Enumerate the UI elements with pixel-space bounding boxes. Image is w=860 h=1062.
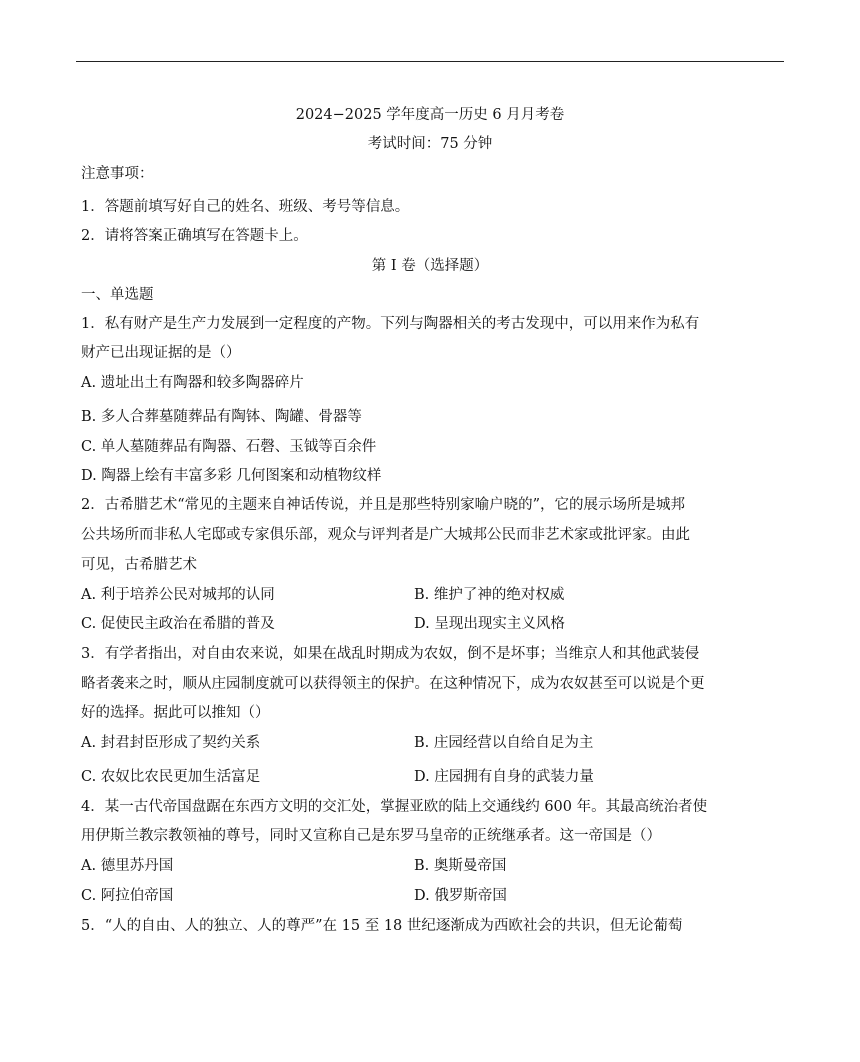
option-a: A. 德里苏丹国 xyxy=(81,858,174,874)
option-c: C. 促使民主政治在希腊的普及 xyxy=(81,616,275,632)
option-a: A. 利于培养公民对城邦的认同 xyxy=(81,587,275,603)
question-stem-line: 公共场所而非私人宅邸或专家俱乐部，观众与评判者是广大城邦公民而非艺术家或批评家。由此 xyxy=(81,527,690,543)
question-stem-line: 可见，古希腊艺术 xyxy=(81,557,197,573)
question-stem-line: 略者袭来之时，顺从庄园制度就可以获得领主的保护。在这种情况下，成为农奴甚至可以说是个更 xyxy=(81,676,705,692)
option-a: A. 遗址出土有陶器和较多陶器碎片 xyxy=(81,375,304,391)
option-d: D. 俄罗斯帝国 xyxy=(414,888,507,904)
question-stem-line: 3．有学者指出，对自由农来说，如果在战乱时期成为农奴，倒不是坏事；当维京人和其他武装侵 xyxy=(81,646,700,662)
option-a: A. 封君封臣形成了契约关系 xyxy=(81,735,261,751)
option-b: B. 奥斯曼帝国 xyxy=(414,858,507,874)
question-stem-line: 好的选择。据此可以推知（） xyxy=(81,705,270,721)
option-b: B. 多人合葬墓随葬品有陶钵、陶罐、骨器等 xyxy=(81,409,362,425)
header-rule xyxy=(76,61,784,62)
section-title: 第 I 卷（选择题） xyxy=(371,258,489,274)
notes-item: 1．答题前填写好自己的姓名、班级、考号等信息。 xyxy=(81,199,410,215)
question-stem-line: 5．“人的自由、人的独立、人的尊严”在 15 至 18 世纪逐渐成为西欧社会的共识，但无论葡萄 xyxy=(81,918,683,934)
exam-time: 考试时间：75 分钟 xyxy=(367,136,493,152)
option-c: C. 阿拉伯帝国 xyxy=(81,888,174,904)
option-c: C. 农奴比农民更加生活富足 xyxy=(81,769,261,785)
option-b: B. 维护了神的绝对权威 xyxy=(414,587,565,603)
question-stem-line: 4．某一古代帝国盘踞在东西方文明的交汇处，掌握亚欧的陆上交通线约 600 年。其最高统治者使 xyxy=(81,799,708,815)
option-d: D. 呈现出现实主义风格 xyxy=(414,616,565,632)
question-stem-line: 1．私有财产是生产力发展到一定程度的产物。下列与陶器相关的考古发现中，可以用来作为私有 xyxy=(81,316,700,332)
option-d: D. 庄园拥有自身的武装力量 xyxy=(414,769,594,785)
notes-heading: 注意事项： xyxy=(81,166,154,182)
question-stem-line: 财产已出现证据的是（） xyxy=(81,345,241,361)
option-c: C. 单人墓随葬品有陶器、石磬、玉钺等百余件 xyxy=(81,439,377,455)
notes-item: 2．请将答案正确填写在答题卡上。 xyxy=(81,228,308,244)
option-d: D. 陶器上绘有丰富多彩 几何图案和动植物纹样 xyxy=(81,468,382,484)
question-stem-line: 用伊斯兰教宗教领袖的尊号，同时又宣称自己是东罗马皇帝的正统继承者。这一帝国是（） xyxy=(81,828,661,844)
part-heading: 一、单选题 xyxy=(81,287,154,303)
question-stem-line: 2．古希腊艺术“常见的主题来自神话传说，并且是那些特别家喻户晓的”，它的展示场所是城邦 xyxy=(81,497,686,513)
option-b: B. 庄园经营以自给自足为主 xyxy=(414,735,594,751)
exam-title: 2024−2025 学年度高一历史 6 月月考卷 xyxy=(295,107,565,123)
